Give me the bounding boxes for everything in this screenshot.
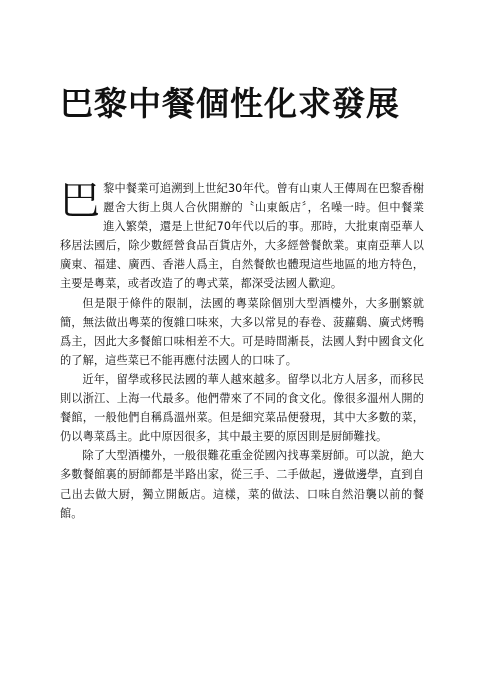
paragraph-1: 黎中餐業可追溯到上世紀30年代。曾有山東人王傳周在巴黎香榭麗舍大街上與人合伙開辦的〝山東飯店〞，名噪一時。但中餐業進入繁榮，還是上世紀70年代以后的事。那時，大批東南亞華人移居法國后，除少數經營食品百貨店外，大多經營餐飲業。東南亞華人以廣東、福建、廣西、香港人爲主，自然餐飲也體現這些地區的地方特色，主要是粵菜，或者改造了的粵式菜，都深受法國人歡迎。: [60, 182, 424, 291]
article-body: [60, 179, 424, 523]
page-title: 巴黎中餐個性化求發展: [60, 84, 400, 123]
paragraph-4: 除了大型酒樓外，一般很難花重金從國內找專業厨師。可以說，絶大多數餐館裏的厨師都是半路出家，從三手、二手做起，邊做邊學，直到自己出去做大厨，獨立開飯店。這樣，菜的做法、口味自然沿襲以前的餐館。: [60, 449, 424, 520]
drop-cap: 巴: [60, 178, 101, 224]
paragraph-2: 但是限于條件的限制，法國的粵菜除個別大型酒樓外，大多删繁就簡，無法做出粵菜的復雜口味來，大多以常見的春卷、菠蘿鷄、廣式烤鴨爲主，因此大多餐館口味相差不大。可是時間漸長，法國人對中國食文化的了解，這些菜已不能再應付法國人的口味了。: [60, 296, 424, 367]
paragraph-3: 近年，留學或移民法國的華人越來越多。留學以北方人居多，而移民則以浙江、上海一代最多。他們帶來了不同的食文化。像很多溫州人開的餐館，一般他們自稱爲溫州菜。但是細究菜品便發現，其中大多數的菜，仍以粵菜爲主。此中原因很多，其中最主要的原因則是厨師難找。: [60, 372, 424, 444]
